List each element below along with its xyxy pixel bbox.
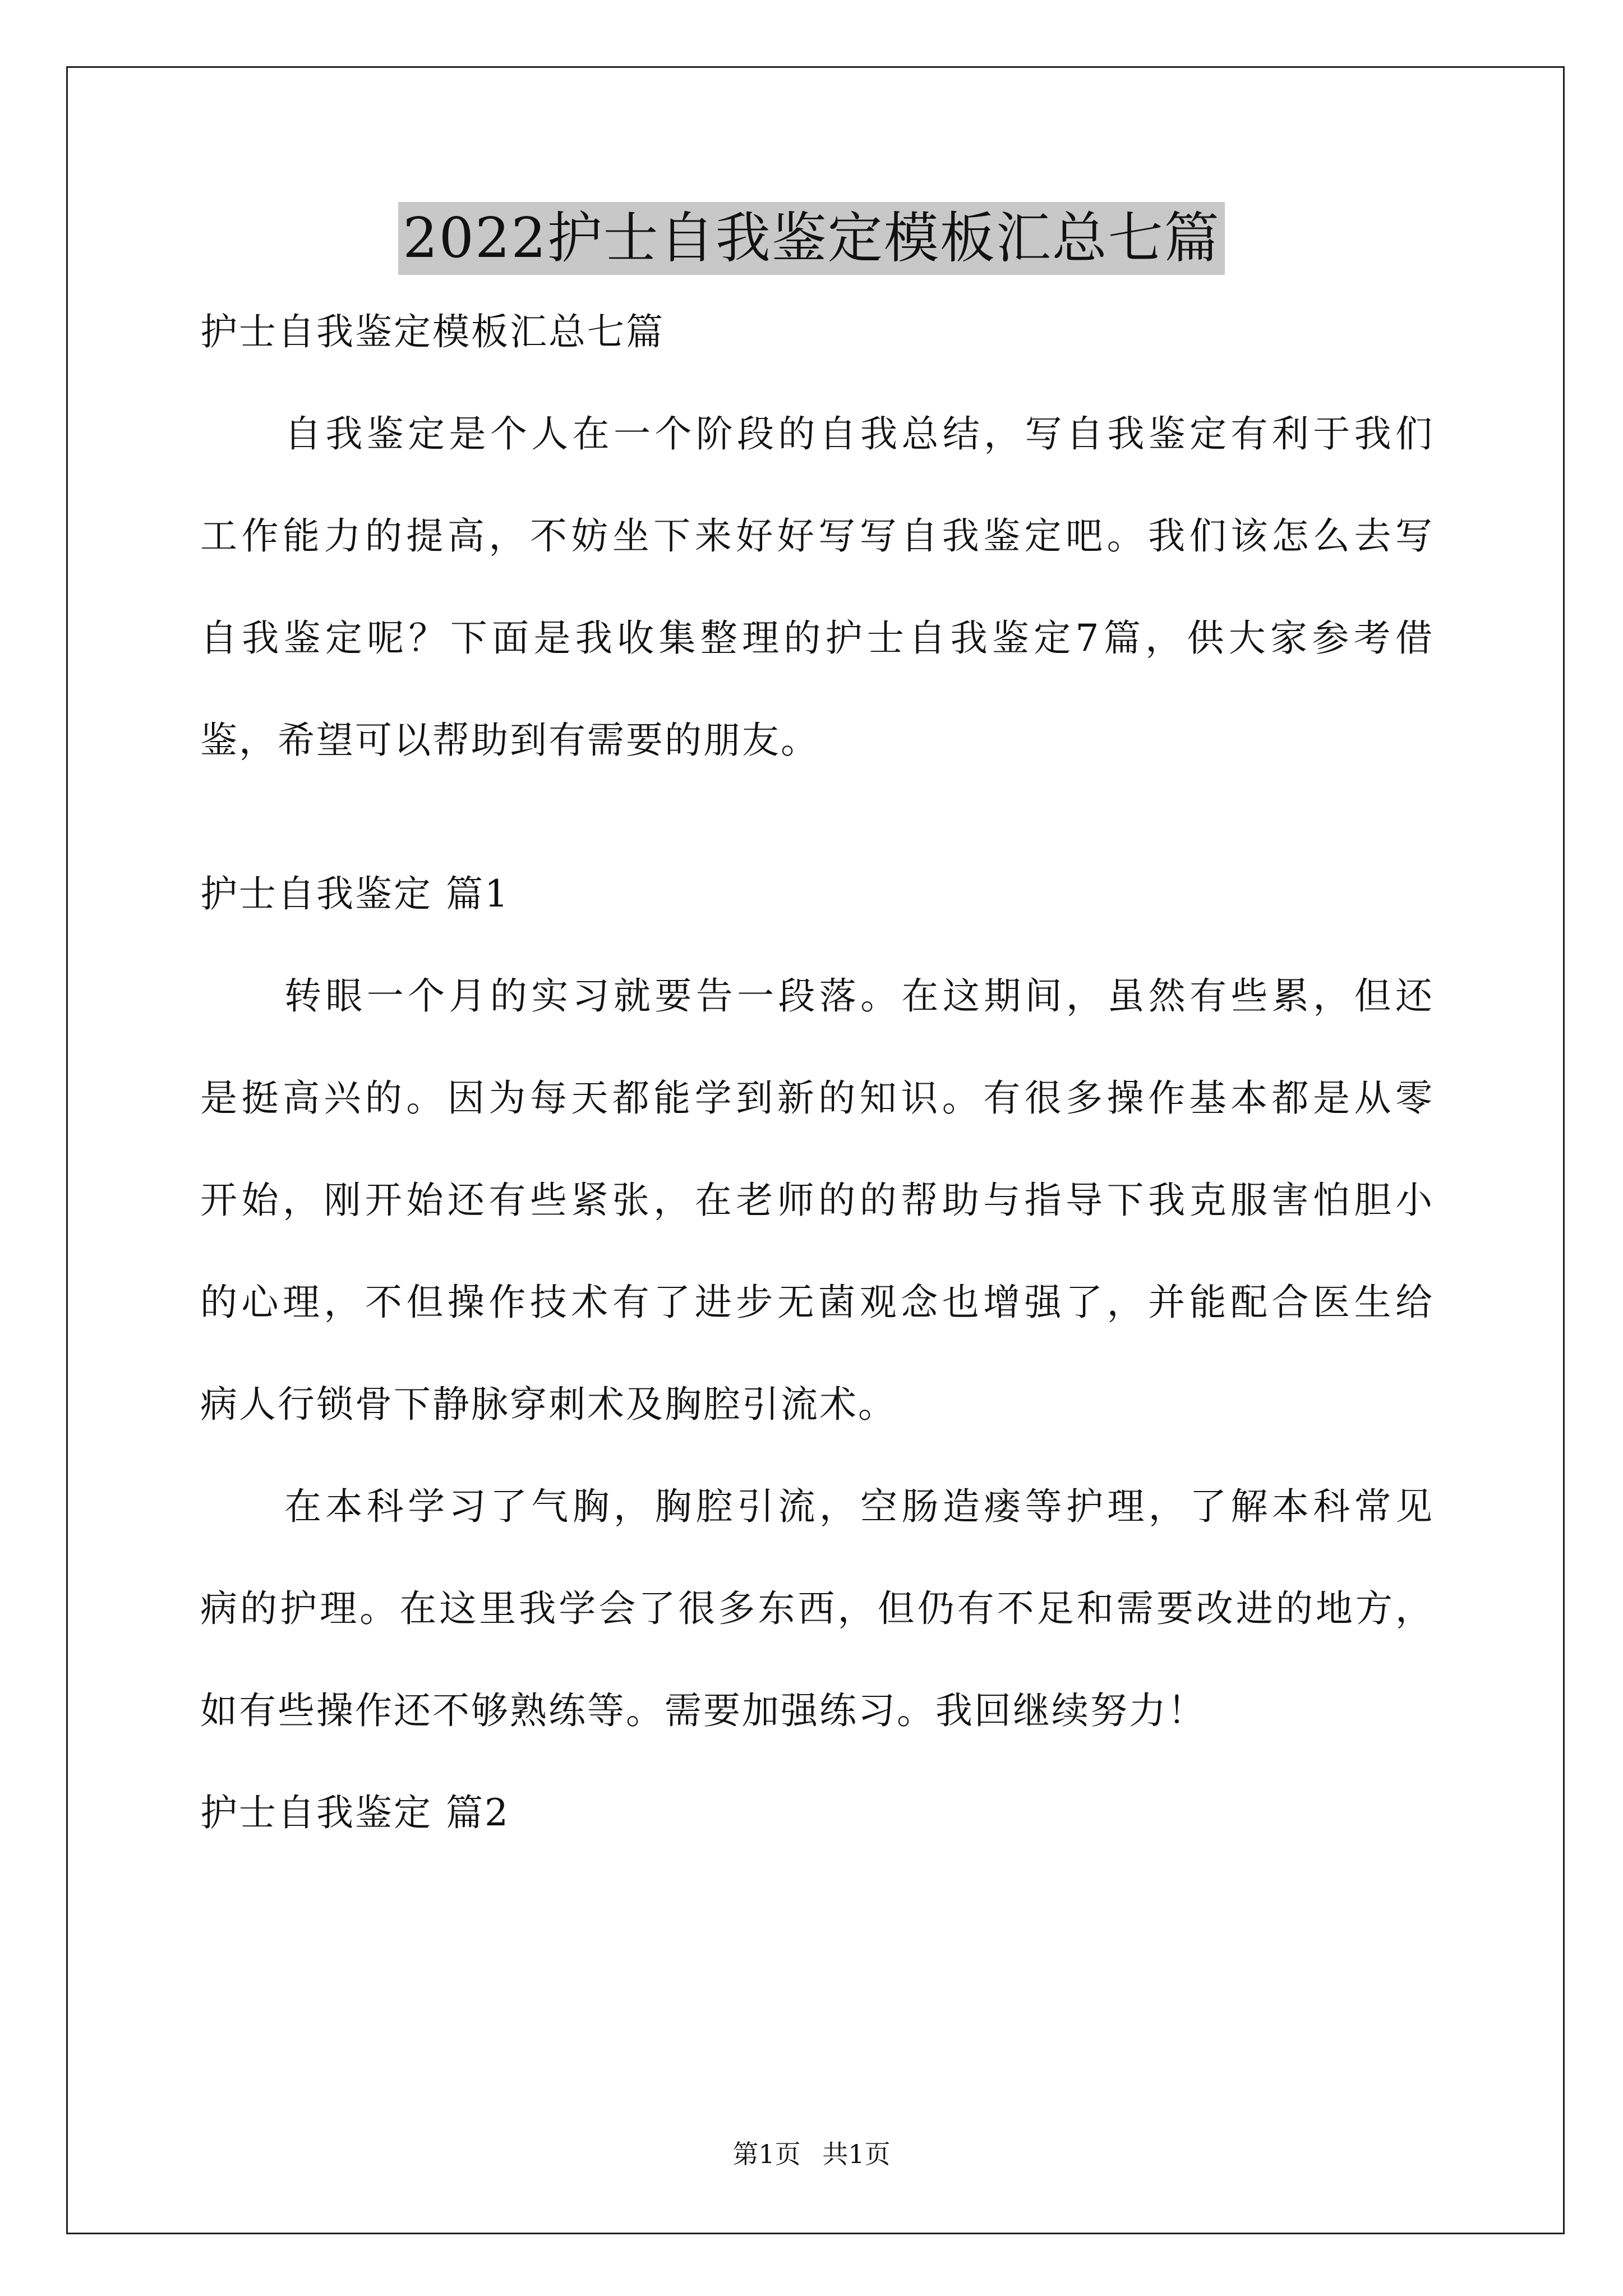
text-line: 鉴，希望可以帮助到有需要的朋友。 <box>200 719 819 762</box>
text-line: 护士自我鉴定 篇1 <box>200 872 510 915</box>
page-number: 第1页 <box>732 2139 801 2169</box>
document-body <box>200 307 1434 1890</box>
document-title: 2022护士自我鉴定模板汇总七篇 <box>398 202 1224 275</box>
text-line: 如有些操作还不够熟练等。需要加强练习。我回继续努力！ <box>200 1689 1206 1732</box>
text-line: 转眼一个月的实习就要告一段落。在这期间，虽然有些累，但还 <box>284 974 1434 1018</box>
text-line: 自我鉴定是个人在一个阶段的自我总结，写自我鉴定有利于我们 <box>284 412 1434 455</box>
text-line: 在本科学习了气胸，胸腔引流，空肠造瘘等护理，了解本科常见 <box>284 1485 1434 1528</box>
text-line: 开始，刚开始还有些紧张，在老师的的帮助与指导下我克服害怕胆小 <box>200 1179 1434 1222</box>
text-line: 是挺高兴的。因为每天都能学到新的知识。有很多操作基本都是从零 <box>200 1076 1434 1120</box>
text-line: 护士自我鉴定 篇2 <box>200 1791 510 1834</box>
page-total: 共1页 <box>822 2139 891 2169</box>
text-line: 自我鉴定呢？下面是我收集整理的护士自我鉴定7篇，供大家参考借 <box>200 616 1434 660</box>
text-line: 的心理，不但操作技术有了进步无菌观念也增强了，并能配合医生给 <box>200 1281 1434 1324</box>
title-wrap <box>0 202 1623 275</box>
text-line: 护士自我鉴定模板汇总七篇 <box>200 310 665 353</box>
page-footer <box>0 2137 1623 2171</box>
text-line: 工作能力的提高，不妨坐下来好好写写自我鉴定吧。我们该怎么去写 <box>200 514 1434 558</box>
text-line: 病人行锁骨下静脉穿刺术及胸腔引流术。 <box>200 1383 897 1426</box>
text-line: 病的护理。在这里我学会了很多东西，但仍有不足和需要改进的地方， <box>200 1587 1434 1630</box>
